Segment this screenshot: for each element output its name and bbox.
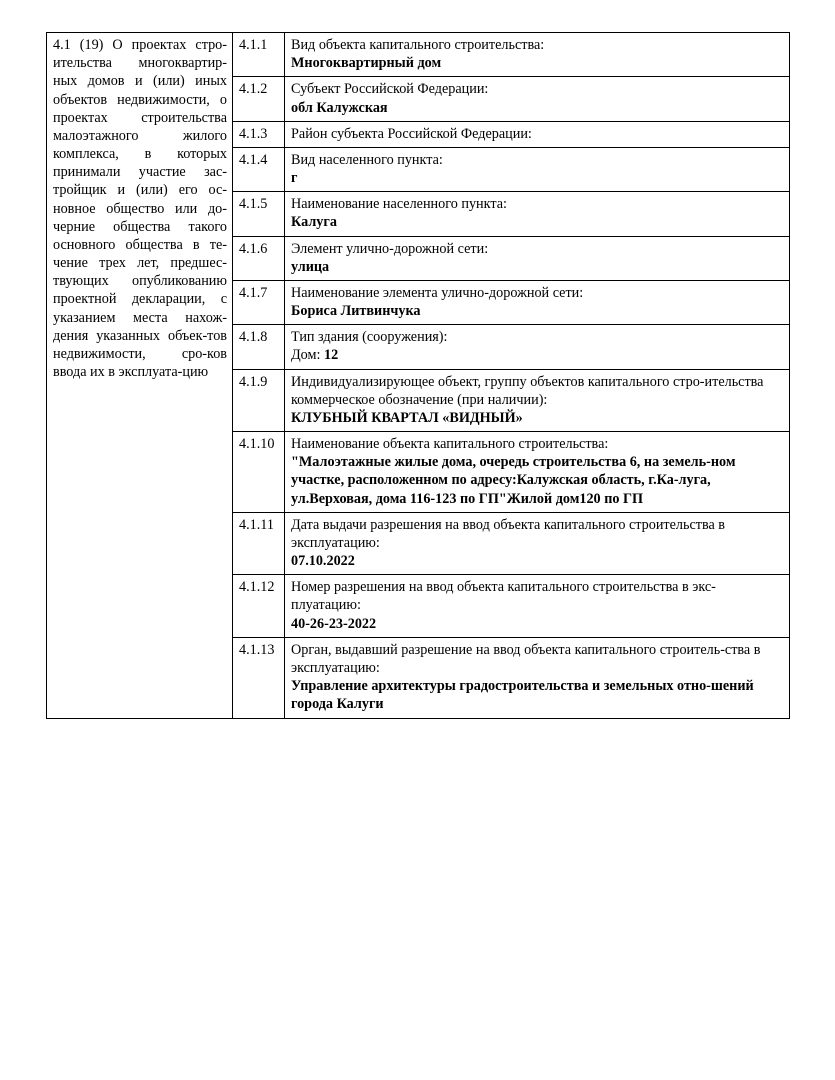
- field-label: Орган, выдавший разрешение на ввод объекта капитального строитель-ства в эксплуатацию:: [291, 641, 761, 676]
- row-value-4-1-11: [285, 512, 790, 575]
- row-number-4-1-9: 4.1.9: [233, 369, 285, 432]
- field-label: Наименование элемента улично-дорожной сети:: [291, 284, 584, 301]
- row-number-4-1-12: 4.1.12: [233, 575, 285, 638]
- field-value: Многоквартирный дом: [291, 55, 442, 72]
- row-value-4-1-12: [285, 575, 790, 638]
- row-number-4-1-5: 4.1.5: [233, 192, 285, 236]
- field-value: обл Калужская: [291, 99, 388, 116]
- field-value: Бориса Литвинчука: [291, 303, 421, 320]
- field-value-line: [291, 346, 784, 364]
- row-value-4-1-6: [285, 236, 790, 280]
- field-label: Наименование объекта капитального строительства:: [291, 436, 609, 453]
- field-value: "Малоэтажные жилые дома, очередь строительства 6, на земель-ном участке, расположенном по адресу:Калужская область, г.Ка-луга, ул.Верховая, дома 116-123 по ГП"Жилой дом120 по ГП: [291, 454, 736, 507]
- row-number-4-1-11: 4.1.11: [233, 512, 285, 575]
- row-number-4-1-3: 4.1.3: [233, 121, 285, 147]
- field-label: Вид объекта капитального строительства:: [291, 37, 545, 53]
- row-number-4-1-7: 4.1.7: [233, 280, 285, 324]
- field-value: улица: [291, 258, 330, 275]
- row-value-4-1-4: [285, 147, 790, 191]
- row-value-4-1-10: [285, 432, 790, 513]
- row-number-4-1-6: 4.1.6: [233, 236, 285, 280]
- row-number-4-1-10: 4.1.10: [233, 432, 285, 513]
- row-value-4-1-5: [285, 192, 790, 236]
- row-value-4-1-13: [285, 637, 790, 718]
- row-value-4-1-3: [285, 121, 790, 147]
- row-value-4-1-1: [285, 33, 790, 77]
- field-value: КЛУБНЫЙ КВАРТАЛ «ВИДНЫЙ»: [291, 409, 523, 426]
- row-value-4-1-2: [285, 77, 790, 121]
- row-value-4-1-8: [285, 325, 790, 369]
- row-number-4-1-2: 4.1.2: [233, 77, 285, 121]
- field-value: г: [291, 170, 298, 187]
- field-label: Индивидуализирующее объект, группу объектов капитального стро-ительства коммерческое обозначение (при наличии):: [291, 373, 764, 408]
- field-label: Дата выдачи разрешения на ввод объекта капитального строительства в эксплуатацию:: [291, 516, 726, 551]
- field-label: Субъект Российской Федерации:: [291, 81, 489, 98]
- field-value: Калуга: [291, 214, 337, 231]
- field-label: Вид населенного пункта:: [291, 151, 443, 168]
- project-declaration-table: [46, 32, 790, 719]
- field-label: Элемент улично-дорожной сети:: [291, 240, 489, 257]
- field-value: 07.10.2022: [291, 553, 355, 570]
- table-row: [47, 33, 790, 77]
- section-description-text: 4.1 (19) О проектах стро-ительства многоквартир-ных домов и (или) иных объектов недвижимости, о проектах строительства малоэтажного жилого комплекса, в которых принимали участие зас-тройщик и (или) его ос-новное общество или до-черние общества такого основного общества в те-чение трех лет, предшес-твующих опубликованию проектной декларации, с указанием места нахож-дения указанных объек-тов недвижимости, сро-ков ввода их в эксплуата-цию: [53, 37, 227, 381]
- field-value: 40-26-23-2022: [291, 615, 377, 632]
- section-description-cell: [47, 33, 233, 719]
- row-number-4-1-1: 4.1.1: [233, 33, 285, 77]
- field-inline-label: Дом:: [291, 347, 324, 364]
- field-value: Управление архитектуры градостроительства и земельных отно-шений города Калуги: [291, 678, 754, 713]
- row-value-4-1-7: [285, 280, 790, 324]
- field-label: Наименование населенного пункта:: [291, 196, 507, 213]
- row-number-4-1-8: 4.1.8: [233, 325, 285, 369]
- row-value-4-1-9: [285, 369, 790, 432]
- field-label: Тип здания (сооружения):: [291, 329, 448, 346]
- field-label: Район субъекта Российской Федерации:: [291, 125, 532, 142]
- row-number-4-1-4: 4.1.4: [233, 147, 285, 191]
- field-value: 12: [323, 347, 339, 364]
- row-number-4-1-13: 4.1.13: [233, 637, 285, 718]
- field-label: Номер разрешения на ввод объекта капитального строительства в экс-плуатацию:: [291, 579, 716, 614]
